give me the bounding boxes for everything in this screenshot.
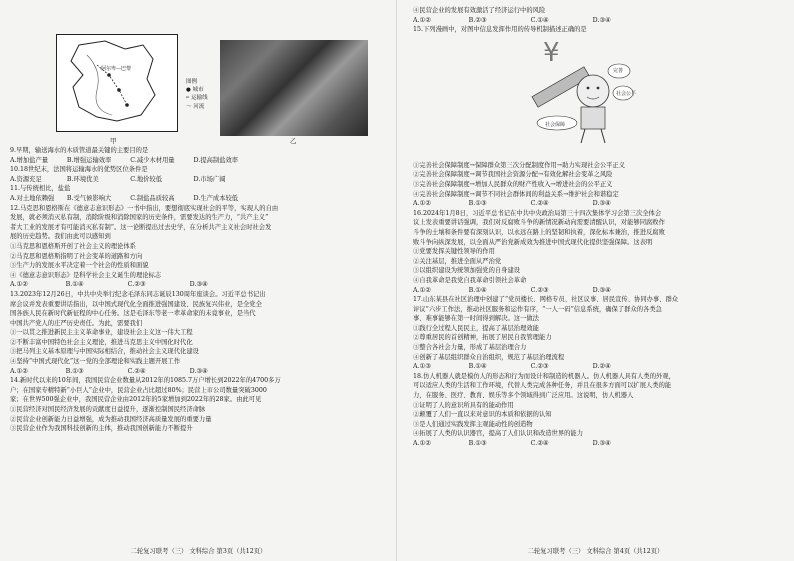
q13-item-1: ①一以贯之推进新民主主义革命事业，建设社会主义这一伟大工程 — [10, 329, 193, 337]
q11-options: A.对土地依赖强 B.受气候影响大 C.制盐品质较高 D.生产成本较低 — [10, 194, 239, 202]
q17-stem: 17.山东某县在社区治理中创建了“党员楼长、网格专员、社区议事、居民宣传、协同办事、群众 — [413, 296, 679, 304]
map-figure — [56, 34, 178, 132]
q15-item-1: ①完善社会保障制度→保障群众第三次分配制度作用→助力实现社会公平正义 — [413, 161, 626, 169]
map-place-label: 阿尔卑—巴黎 — [101, 66, 132, 72]
q13-stem-4: 中国共产党人的庄严历史责任。为此，需要我们 — [10, 319, 143, 327]
q18-item-3: ③是人们通过实践发挥主观能动性的创造物 — [413, 420, 533, 428]
q18-stem-3: 力，在服务、医疗、教育、娱乐等多个领域得到广泛应用。这说明，仿人机器人 — [413, 392, 634, 400]
q16-stem-3: 斗争的土壤和条件要有深刻认识，以永远在路上的坚韧和执着，深化标本兼治，推进反腐败 — [413, 228, 665, 236]
q14-item-2: ②民营企业创新能力日益增强，成为推动我国经济高质量发展的重要力量 — [10, 415, 212, 423]
q16-stem-2: 议上发表重要讲话强调，我们对反腐败斗争的新情况新动向需要清醒认识，对能够同腐败作 — [413, 219, 665, 227]
cartoon-label-a: 社会公平 — [616, 90, 637, 97]
q14-item-4: ④民营企业的发展有效激活了经济运行中的风险 — [413, 7, 546, 14]
q14-item-1: ①民营经济对国民经济发展的贡献度日益提升，逐渐控制国民经济命脉 — [10, 406, 206, 414]
q14-item-3: ③民营企业作为我国科技创新的主体，推动我国创新能力不断提升 — [10, 425, 193, 433]
q14-options: A.①② B.②③ C.①④ D.③④ — [413, 16, 611, 24]
q14-stem-3: 家；在世界500强企业中，我国民营企业由2012年的5家增加到2022年的28家。由此可见 — [10, 396, 262, 404]
q18-options: A.①② B.①③ C.②④ D.③④ — [413, 440, 611, 447]
legend-transport: ┅ 运输线 — [186, 95, 208, 102]
figure-area — [10, 6, 387, 146]
q12-item-2: ②马克思和恩格斯指明了社会变革的道路和方向 — [10, 252, 143, 260]
q12-stem-2: 发展，就必须消灭私有制，消除阶级和消除国家的历史条件，需要发达的生产力，“共产主义” — [10, 214, 269, 222]
q16-item-3: ③以组织建设为统领加强党的自身建设 — [413, 267, 521, 275]
q16-stem: 16.2024年1月8日，习近平总书记在中共中央政治局第三十四次集体学习会第三次全体会 — [413, 209, 662, 217]
cartoon-label-b: 完善 — [613, 67, 624, 74]
q17-stem-2: 评议”六步工作法，推动社区服务和运作有序，“一人一码”信息系统，确保了群众的各类急 — [413, 305, 662, 313]
q14-stem-2: 户；在国家专精特新“小巨人”企业中，民营企业占比超过80%；民营上市公司数量突破3000 — [10, 386, 267, 394]
svg-text:¥: ¥ — [543, 40, 560, 68]
q18-stem-2: 可以适应人类的生活和工作环境，代替人类完成各种任务，并且在很多方面可以扩展人类的能 — [413, 382, 672, 390]
legend-city: ● 城市 — [186, 87, 204, 94]
q13-options: A.①② B.①③ C.②④ D.③④ — [10, 367, 208, 375]
q13-item-4: ④坚持“中国式现代化”这一党的全部理论和实践主题开展工作 — [10, 358, 181, 366]
q15-stem: 15.下列漫画中，对图中信息发挥作用的传导机制描述正确的是 — [413, 26, 587, 34]
q16-item-1: ①党要发挥关键性领导的作用 — [413, 248, 495, 256]
q17-stem-3: 事、难事能够在第一时间得到解决。这一做法 — [413, 315, 539, 323]
q17-item-4: ④创新了基层组织群众自治组织，规范了基层治理流程 — [413, 353, 565, 361]
france-map — [57, 35, 177, 131]
q13-stem-2: 席会议并发表重要讲话指出，以中国式现代化全面推进强国建设、民族复兴伟业，是全党全 — [10, 300, 262, 308]
q15-item-4: ④完善社会保障制度→调节不同社会群体间的利益关系→维护社会和谐稳定 — [413, 190, 619, 198]
q13-stem-3: 国各族人民在新时代新征程的中心任务。这是毛泽东等老一辈革命家的未竟事业，是当代 — [10, 310, 256, 318]
q11-stem: 11.与传统相比，盐盐 — [10, 185, 71, 193]
q16-item-2: ②关注基层，推进全面从严治党 — [413, 257, 502, 265]
q15-options: A.①② B.①③ C.②④ D.③④ — [413, 200, 611, 208]
q12-item-4: ④《德意志意识形态》是科学社会主义诞生的理论标志 — [10, 271, 162, 279]
photo-pipeline — [220, 40, 368, 136]
q14-stem: 14.新时代以来的10年间，我国民营企业数量从2012年的1085.7万户增长到2022年的4700多万 — [10, 377, 281, 385]
q12-item-1: ①马克思和恩格斯开创了社会主义的理论体系 — [10, 242, 136, 250]
page-right — [397, 0, 794, 561]
questions-left — [10, 146, 387, 434]
q9-stem: 9.早期，输送海水的木质管道最关键的主要目的是 — [10, 147, 149, 154]
q17-item-3: ③整合各社会力量，形成了基层治理合力 — [413, 344, 527, 352]
legend-title: 图例 — [186, 79, 198, 85]
q12-stem-3: 者大工业的发展才有可能消灭私有制”。这一论断提出过去史学，在分析共产主义社会时社会发 — [10, 223, 272, 231]
q18-stem: 18.仿人机器人就是模仿人的形态和行为而设计和制造的机器人。仿人机器人具有人类的外观， — [413, 372, 675, 380]
q16-stem-4: 败斗争向纵深发展，以全面从严治党新成效为推进中国式现代化提供坚强保障。这表明 — [413, 238, 653, 246]
q12-stem: 12.马克思和恩格斯在《德意志意识形态》一书中指出，要想彻底实现社会的平等，实现人的自由 — [10, 204, 279, 212]
q16-item-4: ④自我革命是我党自我革命引领社会革命 — [413, 276, 527, 284]
q13-item-3: ③把马列主义基本原理与中国实际相结合，推动社会主义现代化建设 — [10, 348, 199, 356]
q13-item-2: ②不断丰富中国特色社会主义理论，推进马克思主义中国化时代化 — [10, 338, 193, 346]
q18-item-2: ②颠覆了人们一直以来对意识的本质和依据的认知 — [413, 411, 552, 419]
q17-options: A.①③ B.①④ C.②③ D.②④ — [413, 363, 611, 371]
q16-options: A.①② B.①④ C.②③ D.③④ — [413, 286, 611, 294]
questions-right — [413, 161, 784, 449]
q15-item-2: ②完善社会保障制度→调节我国社会资源分配→有效化解社会变革之风险 — [413, 171, 613, 179]
footer-right: 二轮复习联考（三） 文科综合 第4页（共12页） — [527, 548, 664, 555]
cartoon-figure — [413, 37, 784, 157]
q9-options: A.增加盐产量 B.增强运输效率 C.减少木材用量 D.提高制盐效率 — [10, 156, 239, 164]
q15-item-3: ③完善社会保障制度→增加人民群众的财产性收入→增进社会的公平正义 — [413, 180, 613, 188]
q13-stem: 13.2023年12月26日，中共中央举行纪念毛泽东同志诞辰130周年座谈会。习近平总书记出 — [10, 290, 266, 298]
q18-item-4: ④拓展了人类的认识器官，提高了人们认识和改造世界的能力 — [413, 430, 584, 438]
legend-river: ～ 河流 — [186, 103, 205, 110]
q12-options: A.①② B.①④ C.②③ D.③④ — [10, 281, 208, 289]
footer-left: 二轮复习联考（三） 文科综合 第3页（共12页） — [130, 548, 267, 555]
q10-stem: 10.18世纪末，法国将运输海水的优势区位条件是 — [10, 166, 148, 174]
q10-options: A.资源充足 B.环境优美 C.地价较低 D.市场广阔 — [10, 175, 226, 183]
q18-item-1: ①证明了人的意识所具有的能动作用 — [413, 401, 514, 409]
map-legend — [186, 78, 208, 111]
q12-stem-4: 展的历史趋势。我们由此可以感知到 — [10, 233, 111, 241]
cartoon-label-c: 社会保障 — [545, 121, 566, 128]
q12-item-3: ③生产力的发展水平决定着一个社会的性质和面貌 — [10, 262, 149, 270]
q17-item-2: ②尊重居民的首创精神，拓展了居民自我管理能力 — [413, 334, 552, 342]
q17-item-1: ①践行全过程人民民主，提高了基层治理效能 — [413, 324, 539, 332]
caption-yi: 乙 — [290, 137, 297, 145]
caption-jia: 甲 — [110, 137, 117, 145]
